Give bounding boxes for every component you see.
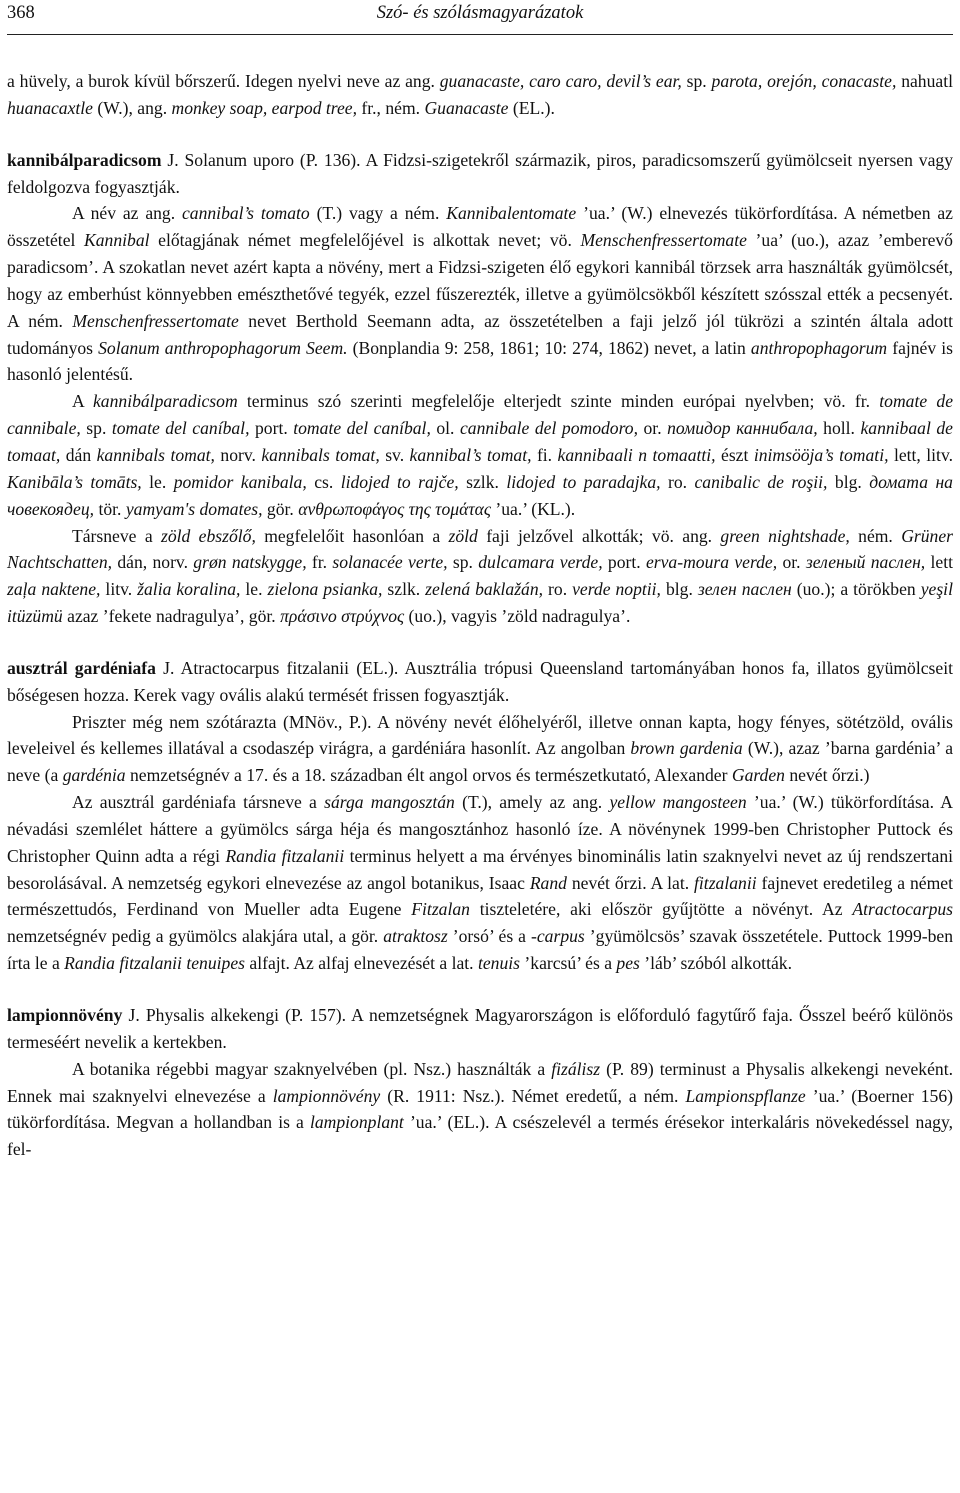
italic-text-run: помидор каннибала, <box>667 418 818 439</box>
italic-text-run: зелен паслен <box>697 579 792 600</box>
text-run: alfajt. Az alfaj elnevezését a lat. <box>244 953 478 974</box>
text-run: a hüvely, a burok kívül bőrszerű. Idegen nyelvi neve az ang. <box>7 71 440 91</box>
italic-text-run: Randia fitzalanii tenuipes <box>64 953 245 974</box>
text-run: nevét őrzi.) <box>784 765 870 786</box>
italic-text-run: Grüner Nachtschatten, <box>7 525 953 573</box>
entry-headword: lampionnövény <box>7 1005 123 1025</box>
text-run: (T.) vagy a ném. <box>309 203 447 224</box>
italic-text-run: parota, orejón, conacaste, <box>711 71 897 91</box>
text-run: or. <box>637 418 668 439</box>
text-run: cs. <box>306 471 341 492</box>
text-run: fajnevet eredetileg a német természettudós, Ferdinand von Mueller adta Eugene <box>7 872 953 920</box>
text-run: fi. <box>531 444 558 465</box>
text-run: holl. <box>817 418 861 439</box>
text-run: J. Solanum uporo (P. 136). A Fidzsi-szigetekről származik, piros, paradicsomszerű gyümölcseit nyersen vagy feldolgozva fogyasztják. <box>7 149 953 197</box>
text-run: A név az ang. <box>72 203 182 224</box>
italic-text-run: green nightshade, <box>720 525 850 546</box>
text-run: tör. <box>94 498 126 519</box>
entry-lead-paragraph <box>7 147 953 201</box>
text-run: ro. <box>660 471 695 492</box>
italic-text-run: kannibals tomat, <box>96 444 215 465</box>
page-header <box>7 0 953 35</box>
italic-text-run: Solanum anthropophagorum Seem. <box>98 337 348 358</box>
italic-text-run: gardénia <box>62 765 126 786</box>
text-run: előtagjának német megfelelőjével is alkottak nevet; vö. <box>149 230 581 251</box>
italic-text-run: Atractocarpus <box>852 899 954 920</box>
text-run: or. <box>777 552 806 573</box>
italic-text-run: Rand <box>529 872 567 893</box>
text-run: litv. <box>100 579 138 600</box>
italic-text-run: yeşil itüzümü <box>7 579 953 627</box>
text-run: ’ua.’ (W.) elnevezés tükörfordítása. A németben az összetétel <box>7 203 953 251</box>
italic-text-run: Kanibāla’s tomāts, <box>7 471 142 492</box>
italic-text-run: lidojed to rajče, <box>340 471 459 492</box>
italic-text-run: Menschenfressertomate <box>580 230 747 251</box>
entry-lead-paragraph <box>7 655 953 709</box>
entry-paragraph <box>7 1056 953 1163</box>
text-run: azaz ’fekete nadragulya’, gör. <box>62 606 281 627</box>
italic-text-run: cannibale del pomodoro, <box>459 418 638 439</box>
italic-text-run: Lampionspflanze <box>685 1085 806 1106</box>
italic-text-run: fizálisz <box>551 1058 601 1079</box>
text-run: sv. <box>379 444 410 465</box>
italic-text-run: cannibal’s tomato <box>181 203 310 224</box>
text-run: A <box>72 391 93 412</box>
text-run: (R. 1911: Nsz.). Német eredetű, a ném. <box>380 1085 686 1106</box>
intro-paragraph <box>7 68 953 122</box>
italic-text-run: erva-moura verde, <box>645 552 778 573</box>
entry-kannibalparadicsom <box>7 147 953 630</box>
italic-text-run: зеленый паслен, <box>805 552 926 573</box>
text-run: sp. <box>681 71 712 91</box>
text-run: (W.), azaz ’barna gardénia’ a neve (a <box>7 738 954 786</box>
italic-text-run: Guanacaste <box>424 97 509 118</box>
italic-text-run: Kannibal <box>84 230 150 251</box>
italic-text-run: kannibálparadicsom <box>93 391 238 412</box>
text-run: blg. <box>660 579 698 600</box>
italic-text-run: tomate de cannibale, <box>7 391 954 439</box>
entry-headword: kannibálparadicsom <box>7 149 162 170</box>
italic-text-run: tomate del caníbal, <box>293 418 431 439</box>
italic-text-run: Garden <box>731 765 785 786</box>
page-body <box>7 35 953 1163</box>
italic-text-run: tenuis <box>477 953 521 974</box>
text-run: (T.), amely az ang. <box>454 792 610 813</box>
text-run: ’ua.’ (Boerner 156) tükörfordítása. Megvan a hollandban is a <box>7 1085 953 1133</box>
text-run: ’karcsú’ és a <box>520 953 617 974</box>
text-run: lett <box>925 552 953 573</box>
italic-text-run: atraktosz <box>383 926 448 947</box>
text-run: ’ua’ (uo.), azaz ’emberevő paradicsom’. A szokatlan nevet azért kapta a növény, mert a Fidzsi-szigeten élő egykori kannibál törzsek arra használták gyümölcsét, hogy az emberhúst könnyebben emészthetővé tegyék, ezzel fűszerezték, illetve a gyümölcsökből készített szósszal ették a pecsenyét. A ném. <box>7 230 953 331</box>
text-run: ol. <box>430 418 460 439</box>
text-run: A botanika régebbi magyar szaknyelvében (pl. Nsz.) használták a <box>72 1058 552 1079</box>
italic-text-run: zöld <box>448 525 478 546</box>
text-run: port. <box>602 552 646 573</box>
italic-text-run: zielona psianka, <box>267 579 383 600</box>
italic-text-run: huanacaxtle <box>7 97 93 118</box>
italic-text-run: anthropophagorum <box>750 337 888 358</box>
text-run: ’ua.’ (KL.). <box>491 498 576 519</box>
italic-text-run: tomate del caníbal, <box>111 418 250 439</box>
text-run: port. <box>249 418 294 439</box>
italic-text-run: yellow mangosteen <box>609 792 747 813</box>
text-run: norv. <box>214 444 262 465</box>
text-run: (EL.). <box>508 97 555 118</box>
italic-text-run: pomidor kanibala, <box>173 471 307 492</box>
entry-paragraph <box>7 789 953 977</box>
italic-text-run: kannibals tomat, <box>261 444 380 465</box>
italic-text-run: zöld ebszőlő, <box>160 525 256 546</box>
text-run: ném. <box>849 525 902 546</box>
italic-text-run: dulcamara verde, <box>478 552 603 573</box>
text-run: sp. <box>80 418 112 439</box>
text-run: dán, norv. <box>112 552 194 573</box>
text-run: ro. <box>543 579 573 600</box>
text-run: gör. <box>262 498 299 519</box>
text-run: blg. <box>827 471 870 492</box>
italic-text-run: pes <box>616 953 640 974</box>
text-run: fajnév is hasonló jelentésű. <box>7 337 953 385</box>
text-run: lett, litv. <box>888 444 953 465</box>
text-run: nemzetségnév pedig a gyümölcs alakjára utal, a gör. <box>7 926 384 947</box>
entry-paragraph <box>7 200 953 388</box>
italic-text-run: verde noptii, <box>572 579 661 600</box>
italic-text-run: домата на човекоядец, <box>7 471 953 519</box>
text-run: (uo.), vagyis ’zöld nadragulya’. <box>404 606 631 627</box>
text-run: dán <box>60 444 97 465</box>
entry-paragraph <box>7 388 953 522</box>
intro-continuation <box>7 68 953 122</box>
text-run: tiszteletére, aki először gyűjtötte a növényt. Az <box>469 899 853 920</box>
text-run: nevet Berthold Seemann adta, az összetételben a faji jelző jól tükrözi a szintén általa adott tudományos <box>7 310 953 358</box>
italic-text-run: πράσινο στρύχνος <box>280 606 405 627</box>
italic-text-run: Menschenfressertomate <box>72 310 239 331</box>
text-run: nahuatl <box>896 71 953 91</box>
text-run: J. Physalis alkekengi (P. 157). A nemzetségnek Magyarországon is előforduló fagytűrő faja. Ősszel beérő különös termeséért nevelik a kertekben. <box>7 1005 953 1052</box>
italic-text-run: solanacée verte, <box>332 552 448 573</box>
text-run: ’ua.’ (EL.). A csészelevél a termés érésekor interkaláris növekedéssel nagy, fel- <box>7 1112 953 1160</box>
italic-text-run: lampionplant <box>309 1112 404 1133</box>
italic-text-run: Fitzalan <box>411 899 470 920</box>
entry-headword: ausztrál gardéniafa <box>7 657 156 678</box>
italic-text-run: kannibaali n tomaatti, <box>557 444 716 465</box>
text-run: (uo.); a törökben <box>791 579 921 600</box>
text-run: terminus helyett a ma érvényes binominális latin szaknyelvi nevet az új rendszertani besorolásával. A nemzetség egykori elnevezése az angol botanikus, Isaac <box>7 845 954 893</box>
entry-paragraph <box>7 523 953 630</box>
text-run: (W.), ang. <box>92 97 172 118</box>
italic-text-run: inimsööja’s tomati, <box>753 444 889 465</box>
text-run: le. <box>240 579 268 600</box>
page-number: 368 <box>7 3 35 23</box>
text-run: nemzetségnév a 17. és a 18. században élt angol orvos és természetkutató, Alexander <box>125 765 732 786</box>
text-run: terminus szó szerinti megfelelője elterjedt szinte minden európai nyelvben; vö. fr. <box>237 391 880 412</box>
italic-text-run: zaļa naktene, <box>7 579 101 600</box>
italic-text-run: guanacaste, caro caro, devil’s ear, <box>439 71 682 91</box>
italic-text-run: kannibaal de tomaat, <box>7 418 953 465</box>
entry-ausztral-gardeniafa <box>7 655 953 977</box>
text-run: (Bonplandia 9: 258, 1861; 10: 274, 1862) nevet, a latin <box>347 337 751 358</box>
running-title: Szó- és szólásmagyarázatok <box>376 3 584 23</box>
text-run: Társneve a <box>72 525 161 546</box>
entry-lampionnoveny <box>7 1002 953 1163</box>
text-run: megfelelőit hasonlóan a <box>255 525 449 546</box>
italic-text-run: monkey soap, earpod tree, <box>171 97 357 118</box>
italic-text-run: yamyam's domates, <box>125 498 263 519</box>
italic-text-run: lampionnövény <box>272 1085 381 1106</box>
text-run: faji jelzővel alkották; vö. ang. <box>477 525 721 546</box>
italic-text-run: canibalic de roşii, <box>694 471 828 492</box>
text-run: észt <box>715 444 754 465</box>
text-run: J. Atractocarpus fitzalanii (EL.). Ausztrália trópusi Queensland tartományában honos fa, illatos gyümölcseit bőségesen hozza. Kerek vagy ovális alakú termését frissen fogyasztják. <box>7 657 953 705</box>
entry-lead-paragraph <box>7 1002 953 1056</box>
entry-paragraph <box>7 709 953 790</box>
text-run: (P. 89) terminust a Physalis alkekengi neveként. Ennek mai szaknyelvi elnevezése a <box>7 1058 953 1106</box>
italic-text-run: -carpus <box>531 926 585 947</box>
italic-text-run: grøn natskygge, <box>193 552 307 573</box>
text-run: fr. <box>306 552 333 573</box>
italic-text-run: fitzalanii <box>694 872 757 893</box>
italic-text-run: Randia fitzalanii <box>225 845 345 866</box>
text-run: sp. <box>447 552 479 573</box>
text-run: nevét őrzi. A lat. <box>566 872 695 893</box>
italic-text-run: kannibal’s tomat, <box>409 444 532 465</box>
italic-text-run: sárga mangosztán <box>324 792 455 813</box>
italic-text-run: ανθρωποφάγος της τομάτας <box>298 498 491 519</box>
italic-text-run: Kannibalentomate <box>446 203 577 224</box>
text-run: fr., ném. <box>357 97 425 118</box>
italic-text-run: lidojed to paradajka, <box>506 471 661 492</box>
text-run: ’orsó’ és a <box>447 926 532 947</box>
text-run: Az ausztrál gardéniafa társneve a <box>72 792 325 813</box>
italic-text-run: žalia koralina, <box>137 579 241 600</box>
text-run: szlk. <box>382 579 426 600</box>
text-run: Priszter még nem szótárazta (MNöv., P.). A növény nevét élőhelyéről, illetve onnan kapta, hogy fényes, sötétzöld, ovális leveleivel és kellemes illatával a csodaszép virágra, a gardéniára hasonlít. Az angolban <box>7 711 953 759</box>
text-run: le. <box>141 471 174 492</box>
text-run: ’ua.’ (W.) tükörfordítása. A névadási szemlélet háttere a gyümölcs sárga héja és mangosztánhoz hasonló íze. A növénynek 1999-ben Christopher Puttock és Christopher Quinn adta a régi <box>7 792 953 866</box>
italic-text-run: brown gardenia <box>630 738 743 759</box>
text-run: ’gyümölcsös’ szavak összetétele. Puttock 1999-ben írta le a <box>7 926 954 974</box>
text-run: ’láb’ szóból alkották. <box>639 953 792 974</box>
text-run: szlk. <box>458 471 507 492</box>
italic-text-run: zelená baklažán, <box>425 579 544 600</box>
